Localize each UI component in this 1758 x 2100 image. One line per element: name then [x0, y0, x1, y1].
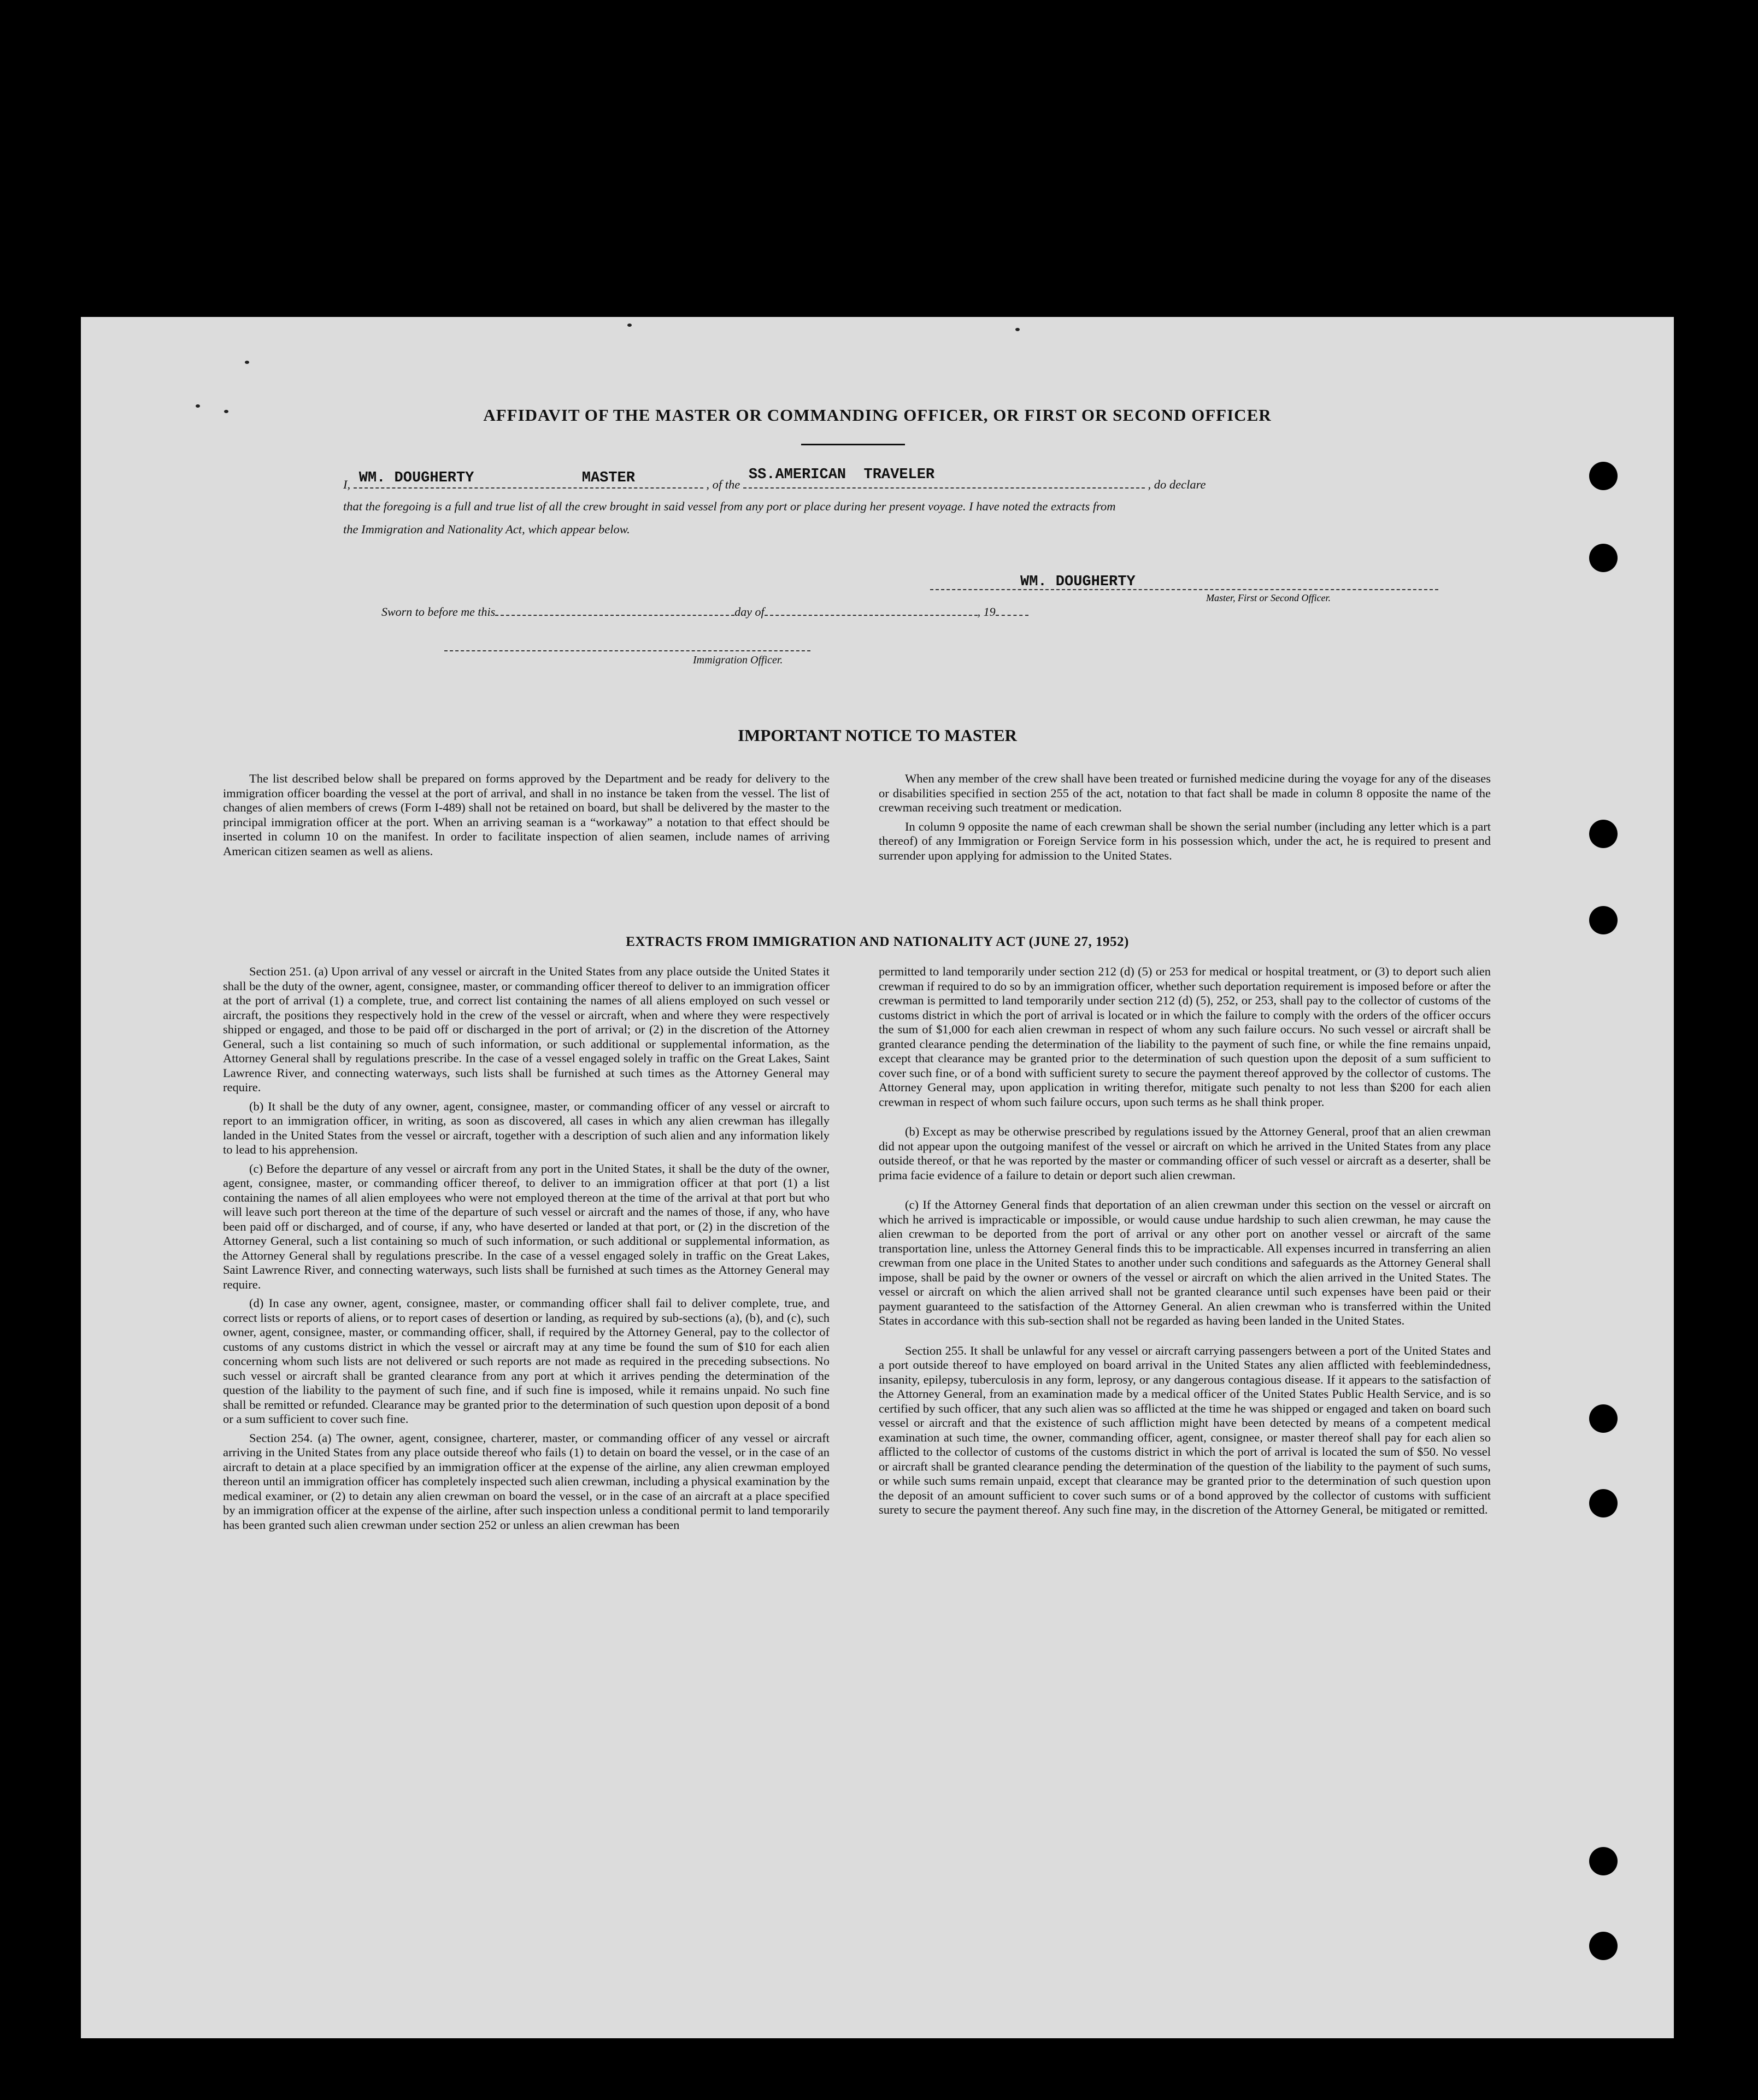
- notice-left: [223, 772, 830, 863]
- signature-caption: Master, First or Second Officer.: [1206, 592, 1331, 603]
- notice-paragraph: The list described below shall be prepared on forms approved by the Department and be ready for delivery to the immigration officer boarding the vessel at the port of arrival, and shall in no instance be taken from the vessel. The list of changes of alien members of crews (Form I-489) shall not be retained on board, but shall be delivered by the master to the principal immigration officer at the port. When an arriving seaman is a “workaway” a notation to that effect should be inserted in column 10 on the manifest. In order to facilitate inspection of alien seamen, include names of arriving American citizen seamen as well as aliens.: [223, 772, 830, 858]
- extracts-right-column: [879, 964, 1491, 1522]
- extract-paragraph: (b) Except as may be otherwise prescribed by regulations issued by the Attorney General, proof that an alien crewman did not appear upon the outgoing manifest of the vessel or aircraft on which he arrived in the United States from any place outside thereof, or that he was reported by the master or commanding officer of such vessel or aircraft as a deserter, shall be prima facie evidence of a failure to detain or deport such alien crewman.: [879, 1125, 1491, 1182]
- declaration-line-2: that the foregoing is a full and true list of all the crew brought in said vessel from any port or place during her present voyage. I have noted the extracts from: [343, 499, 1116, 513]
- sworn-line: [381, 598, 1442, 619]
- sworn-text: Sworn to before me this: [381, 605, 496, 619]
- sworn-day-field[interactable]: [495, 598, 734, 616]
- punch-hole: [1589, 1847, 1618, 1875]
- punch-hole: [1589, 906, 1618, 934]
- punch-hole: [1589, 462, 1618, 490]
- extract-paragraph: (c) If the Attorney General finds that deportation of an alien crewman under this section on the vessel or aircraft on which he arrived is impracticable or impossible, or would cause undue hardship to such alien crewman, he may cause the alien crewman to be deported from the port of arrival or any other port on another vessel or aircraft of the same transportation line, unless the Attorney General finds this to be impracticable. All expenses incurred in transferring an alien crewman from one place in the United States to another under such conditions and safeguards as the Attorney General shall impose, shall be paid by the owner or owners of the vessel or aircraft on which the alien arrived in the United States. The vessel or aircraft on which the alien arrived shall not be granted clearance until such expenses have been paid or their payment guaranteed to the satisfaction of the Attorney General. An alien crewman who is transferred within the United States in accordance with this sub-section shall not be regarded as having been landed in the United States.: [879, 1198, 1491, 1327]
- extract-paragraph: Section 255. It shall be unlawful for any vessel or aircraft carrying passengers between a port of the United States and a port outside thereof to have employed on board arrival in the United States any alien afflicted with feeblemindedness, insanity, epilepsy, tuberculosis in any form, leprosy, or any dangerous contagious disease. If it appears to the satisfaction of the Attorney General, from an examination made by a medical officer of the United States Public Health Service, and is so certified by such officer, that any such alien was so afflicted at the time he was shipped or engaged and taken on board such vessel or aircraft and that the existence of such affliction might have been detected by means of a competent medical examination at such time, the owner, commanding officer, agent, consignee, or master thereof shall pay for each alien so afflicted to the collector of customs of the customs district in which the port of arrival is located the sum of $50. No vessel or aircraft shall be granted clearance pending the determination of the question of the liability to the payment of such sums, or while such sums remain unpaid, except that clearance may be granted prior to the determination of such question upon the deposit of an amount sufficient to cover such sums or of a bond approved by the collector of customs with sufficient surety to secure the payment thereof. Any such fine may, in the discretion of the Attorney General, be mitigated or remitted.: [879, 1343, 1491, 1516]
- signature-typed: WM. DOUGHERTY: [1020, 574, 1136, 590]
- of-the: , of the: [706, 478, 740, 491]
- notice-paragraph: When any member of the crew shall have been treated or furnished medicine during the voyage for any of the diseases or disabilities specified in section 255 of the act, notation to that fact shall be made in column 8 opposite the name of the crewman receiving such treatment or medication.: [879, 772, 1491, 814]
- do-declare: , do declare: [1148, 478, 1206, 491]
- day-of: day of: [734, 605, 765, 619]
- notice-heading: IMPORTANT NOTICE TO MASTER: [738, 726, 1017, 745]
- punch-hole: [1589, 1489, 1618, 1517]
- signature-line[interactable]: [930, 589, 1438, 590]
- officer-name: WM. DOUGHERTY: [358, 470, 474, 486]
- extract-paragraph: (d) In case any owner, agent, consignee, master, or commanding officer shall fail to deliver complete, true, and correct lists or reports of aliens, or to report cases of desertion or landing, as required by sub-sections (a), (b), and (c), such owner, agent, consignee, master, or commanding officer, shall, if required by the Attorney General, pay to the collector of customs of any customs district in which the vessel or aircraft may at any time be found the sum of $10 for each alien concerning whom such lists are not delivered or such reports are not made as required in the preceding subsections. No such vessel or aircraft shall be granted clearance from any port at which it arrives pending the determination of the question of the liability to the payment of such fine, and if such fine is imposed, while it remains unpaid. No such fine shall be remitted or refunded. Clearance may be granted prior to the determination of such question upon deposit of a bond or a sum sufficient to cover such fine.: [223, 1296, 830, 1426]
- vessel-field[interactable]: [743, 467, 1145, 489]
- notice-paragraph: In column 9 opposite the name of each crewman shall be shown the serial number (including any letter which is a part thereof) of any Immigration or Foreign Service form in his possession which, under the act, he is required to present and surrender upon applying for admission to the United States.: [879, 819, 1491, 862]
- notice-right: [879, 772, 1491, 867]
- vessel-name: SS.AMERICAN TRAVELER: [748, 467, 935, 483]
- sworn-year-field[interactable]: [996, 598, 1028, 616]
- affidavit-title: AFFIDAVIT OF THE MASTER OR COMMANDING OFFICER, OR FIRST OR SECOND OFFICER: [483, 405, 1272, 425]
- extract-paragraph: Section 251. (a) Upon arrival of any vessel or aircraft in the United States from any place outside the United States it shall be the duty of the owner, agent, consignee, master, or commanding officer thereof to deliver to an immigration officer at the port of arrival (1) a complete, true, and correct list containing the names of all aliens employed on such vessel or aircraft, the positions they respectively hold in the crew of the vessel or aircraft, when and where they were respectively shipped or engaged, and those to be paid off or discharged in the port of arrival; or (2) in the discretion of the Attorney General, such a list containing so much of such information, or such additional or supplemental information, as the Attorney General shall by regulations prescribe. In the case of a vessel engaged solely in traffic on the Great Lakes, Saint Lawrence River, and connecting waterways, such lists shall be furnished at such times as the Attorney General may require.: [223, 964, 830, 1094]
- extracts-heading: EXTRACTS FROM IMMIGRATION AND NATIONALITY ACT (JUNE 27, 1952): [626, 934, 1129, 949]
- sworn-month-field[interactable]: [765, 598, 978, 616]
- extract-paragraph: permitted to land temporarily under section 212 (d) (5) or 253 for medical or hospital treatment, or (3) to deport such alien crewman if required to do so by an immigration officer, whether such deportation requirement is imposed before or after the crewman is permitted to land temporarily under section 212 (d) (5), 252, or 253, shall pay to the collector of customs of the customs district in which the port of arrival is located or in which the failure to comply with the orders of the officer occurs the sum of $1,000 for each alien crewman in respect of whom any such failure occurs. No such vessel or aircraft shall be granted clearance pending the determination of the liability to the payment of such fine, or while the fine remains unpaid, except that clearance may be granted prior to the determination of such question upon the deposit of a sum sufficient to cover such fine, or of a bond with sufficient surety to secure the payment thereof approved by the collector of customs. The Attorney General may, upon application in writing therefor, mitigate such penalty to not less than $200 for each alien crewman in respect of whom such failure occurs, upon such terms as he shall think proper.: [879, 964, 1491, 1109]
- extract-paragraph: Section 254. (a) The owner, agent, consignee, charterer, master, or commanding officer of any vessel or aircraft arriving in the United States from any place outside thereof who fails (1) to detain on board the vessel, or in the case of an aircraft to detain at a place specified by an immigration officer at the expense of the airline, any alien crewman employed thereon until an immigration officer has completely inspected such alien crewman, including a physical examination by the medical examiner, or (2) to detain any alien crewman on board the vessel, or in the case of an aircraft at a place specified by an immigration officer at the expense of the airline, after such inspection unless a conditional permit to land temporarily has been granted such alien crewman under section 252 or unless an alien crewman has been: [223, 1431, 830, 1532]
- prefix-i: I,: [343, 478, 351, 491]
- title-rule: [801, 444, 905, 445]
- speck: [245, 361, 249, 364]
- punch-hole: [1589, 820, 1618, 848]
- punch-hole: [1589, 1932, 1618, 1960]
- speck: [627, 323, 632, 327]
- document-page: [81, 317, 1674, 2038]
- officer-rank: MASTER: [581, 470, 635, 486]
- speck: [1015, 328, 1020, 331]
- declaration-line-1: [343, 467, 1447, 495]
- immigration-officer-label: Immigration Officer.: [693, 654, 783, 666]
- declaration: [343, 467, 1447, 541]
- year-prefix: , 19: [977, 605, 996, 619]
- declaration-line-3: the Immigration and Nationality Act, which appear below.: [343, 522, 630, 536]
- punch-hole: [1589, 544, 1618, 572]
- extracts-left-column: [223, 964, 830, 1537]
- immigration-officer-line[interactable]: [444, 650, 810, 651]
- punch-hole: [1589, 1404, 1618, 1433]
- extract-paragraph: (c) Before the departure of any vessel or aircraft from any port in the United States, it shall be the duty of the owner, agent, consignee, master, or commanding officer thereof, to deliver to an immigration officer at that port (1) a list containing the names of all alien employees who were not employed thereon at the time of the arrival at that port but who will leave such port thereon at the time of the departure of such vessel or aircraft and the names of those, if any, who have been paid off or discharged, and of course, if any, who have deserted or landed at that port, or (2) in the discretion of the Attorney General, such a list containing so much of such information, or such additional or supplemental information, as the Attorney General shall by regulations prescribe. In the case of a vessel engaged solely in traffic on the Great Lakes, Saint Lawrence River, and connecting waterways, such lists shall be furnished at such times as the Attorney General may require.: [223, 1161, 830, 1291]
- officer-field[interactable]: [354, 471, 703, 489]
- extract-paragraph: (b) It shall be the duty of any owner, agent, consignee, master, or commanding officer of any vessel or aircraft to report to an immigration officer, in writing, as soon as discovered, all cases in which any alien crewman has illegally landed in the United States from the vessel or aircraft, together with a description of such alien and any information likely to lead to his apprehension.: [223, 1099, 830, 1156]
